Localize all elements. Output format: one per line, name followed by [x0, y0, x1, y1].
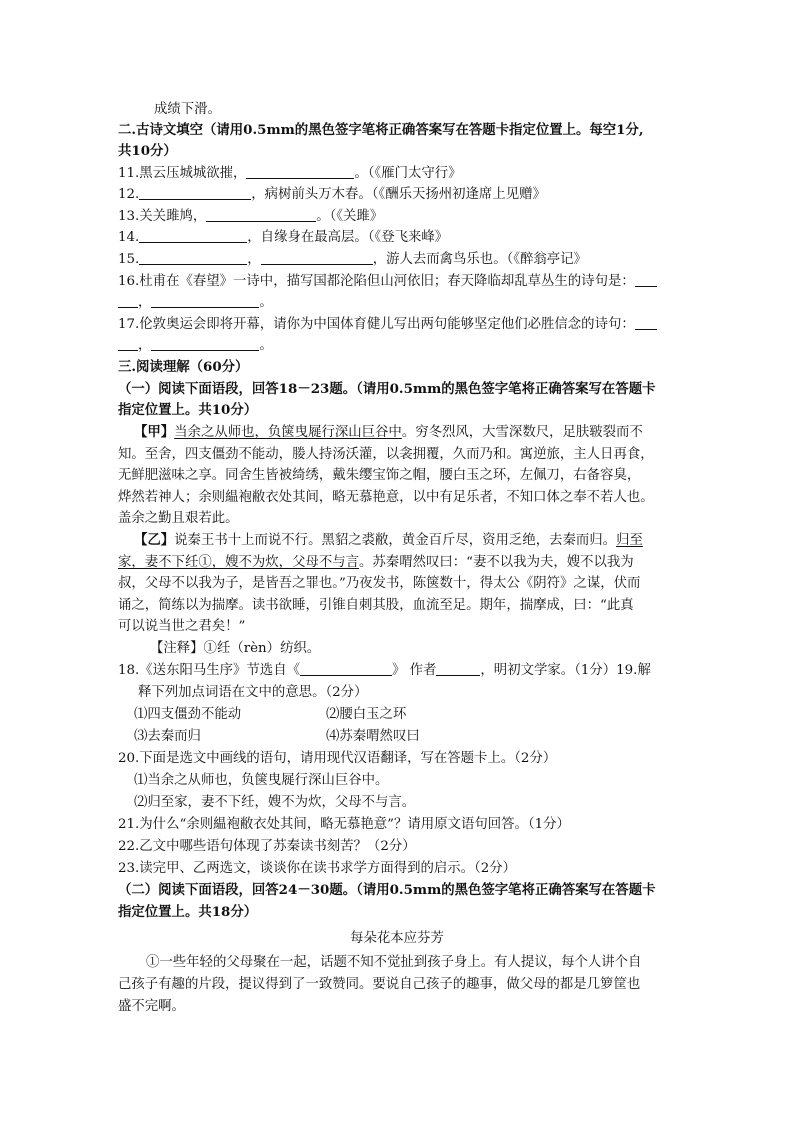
question-16: 16.杜甫在《春望》一诗中，描写国都沦陷但山河依旧；春天降临却乱草丛生的诗句是： — [118, 272, 657, 291]
question-14: 14. ，自缘身在最高层。（《登飞来峰》 — [118, 230, 449, 245]
question-19: 释下列加点词语在文中的意思。（2分） — [138, 685, 368, 700]
passage-yi-line1: 【乙】说秦王书十上而说不行。黑貂之裘敝，黄金百斤尽，资用乏绝，去秦而归。归至 — [134, 532, 643, 548]
section2-heading: 二.古诗文填空（请用0.5mm的黑色签字笔将正确答案写在答题卡指定位置上。每空1分, — [118, 122, 644, 138]
answer-blank[interactable] — [139, 185, 251, 200]
answer-blank[interactable] — [151, 336, 259, 351]
question-16-cont: ， 。 — [118, 293, 273, 312]
part2-heading: （二）阅读下面语段，回答24－30题。（请用0.5mm的黑色签字笔将正确答案写在答题卡 — [118, 882, 656, 898]
q19-item-2: ⑵腰白玉之环 — [326, 707, 407, 722]
question-17-cont: ， 。 — [118, 336, 273, 355]
answer-blank[interactable] — [206, 207, 316, 222]
section2-heading-cont: 共10分） — [118, 143, 177, 159]
intro-tail: 成绩下滑。 — [154, 102, 221, 117]
passage-yi-line3: 叔，父母不以我为子，是皆吾之罪也。”乃夜发书，陈箧数十，得太公《阴符》之谋，伏而 — [118, 576, 641, 591]
answer-blank[interactable] — [261, 250, 373, 265]
passage-jia-line1: 【甲】当余之从师也，负箧曳屣行深山巨谷中。穷冬烈风，大雪深数尺，足肤皲裂而不 — [134, 424, 643, 440]
answer-blank[interactable] — [635, 315, 657, 330]
answer-blank[interactable] — [436, 661, 480, 676]
part2-heading-cont: 指定位置上。共18分） — [118, 904, 258, 920]
essay-title: 每朵花本应芬芳 — [350, 931, 444, 946]
answer-blank[interactable] — [118, 336, 138, 351]
question-15: 15. ， ，游人去而禽鸟乐也。（《醉翁亭记》 — [118, 252, 587, 267]
answer-blank[interactable] — [139, 250, 247, 265]
annotation-note: 【注释】①纴（rèn）纺织。 — [150, 641, 321, 656]
question-23: 23.读完甲、乙两选文，谈谈你在读书求学方面得到的启示。（2分） — [118, 861, 517, 876]
passage-yi-line4: 诵之，简练以为揣摩。读书欲睡，引锥自刺其股，血流至足。期年，揣摩成，曰：“此真 — [118, 598, 634, 613]
section3-heading: 三.阅读理解（60分） — [118, 359, 249, 375]
essay-paragraph-1-line2: 己孩子有趣的片段，提议得到了一致赞同。要说自己孩子的趣事，做父母的都是几箩筐也 — [118, 977, 641, 992]
question-13: 13.关关雎鸠， 。（《关雎》 — [118, 209, 384, 224]
question-11: 11.黑云压城城欲摧， 。（《雁门太守行》 — [118, 166, 462, 181]
answer-blank[interactable] — [635, 272, 657, 287]
passage-yi-line2: 家，妻不下纴①，嫂不为炊，父母不与言。苏秦喟然叹曰：“妻不以我为夫，嫂不以我为 — [118, 555, 634, 570]
part1-heading: （一）阅读下面语段，回答18－23题。（请用0.5mm的黑色签字笔将正确答案写在答题卡 — [118, 381, 656, 397]
question-12: 12. ，病树前头万木春。（《酬乐天扬州初逢席上见赠》 — [118, 187, 546, 202]
question-20: 20.下面是选文中画线的语句，请用现代汉语翻译，写在答题卡上。（2分） — [118, 751, 557, 766]
passage-jia-line5: 盖余之勤且艰若此。 — [118, 511, 239, 526]
passage-jia-line2: 知。至舍，四支僵劲不能动，媵人持汤沃灌，以衾拥覆，久而乃和。寓逆旅，主人日再食， — [118, 447, 654, 462]
passage-jia-line3: 无鲜肥滋味之享。同舍生皆被绮绣，戴朱缨宝饰之帽，腰白玉之环，左佩刀，右备容臭， — [118, 468, 641, 483]
essay-paragraph-1-line3: 盛不完啊。 — [118, 999, 185, 1014]
answer-blank[interactable] — [151, 293, 259, 308]
answer-blank[interactable] — [300, 661, 392, 676]
answer-blank[interactable] — [118, 293, 138, 308]
q19-item-1: ⑴四支僵劲不能动 — [134, 707, 242, 722]
question-21: 21.为什么“余则緼袍敝衣处其间，略无慕艳意”？请用原文语句回答。（1分） — [118, 817, 570, 832]
q20-sentence-2: ⑵归至家，妻不下纴，嫂不为炊，父母不与言。 — [134, 795, 416, 810]
answer-blank[interactable] — [246, 164, 354, 179]
part1-heading-cont: 指定位置上。共10分） — [118, 402, 258, 418]
q20-sentence-1: ⑴当余之从师也，负箧曳屣行深山巨谷中。 — [134, 773, 389, 788]
question-17: 17.伦敦奥运会即将开幕，请你为中国体育健儿写出两句能够坚定他们必胜信念的诗句： — [118, 315, 657, 334]
essay-paragraph-1-line1: ①一些年轻的父母聚在一起，话题不知不觉扯到孩子身上。有人提议，每个人讲个自 — [146, 955, 642, 970]
q19-item-4: ⑷苏秦喟然叹曰 — [326, 729, 420, 744]
passage-jia-line4: 烨然若神人；余则緼袍敝衣处其间，略无慕艳意，以中有足乐者，不知口体之奉不若人也。 — [118, 490, 654, 505]
passage-yi-line5: 可以说当世之君矣！” — [118, 619, 246, 634]
q19-item-3: ⑶去秦而归 — [134, 729, 201, 744]
question-22: 22.乙文中哪些语句体现了苏秦读书刻苦？（2分） — [118, 839, 416, 854]
answer-blank[interactable] — [139, 228, 247, 243]
question-18: 18.《送东阳马生序》节选自《 》 作者 ，明初文学家。（1分）19.解 — [118, 663, 651, 678]
